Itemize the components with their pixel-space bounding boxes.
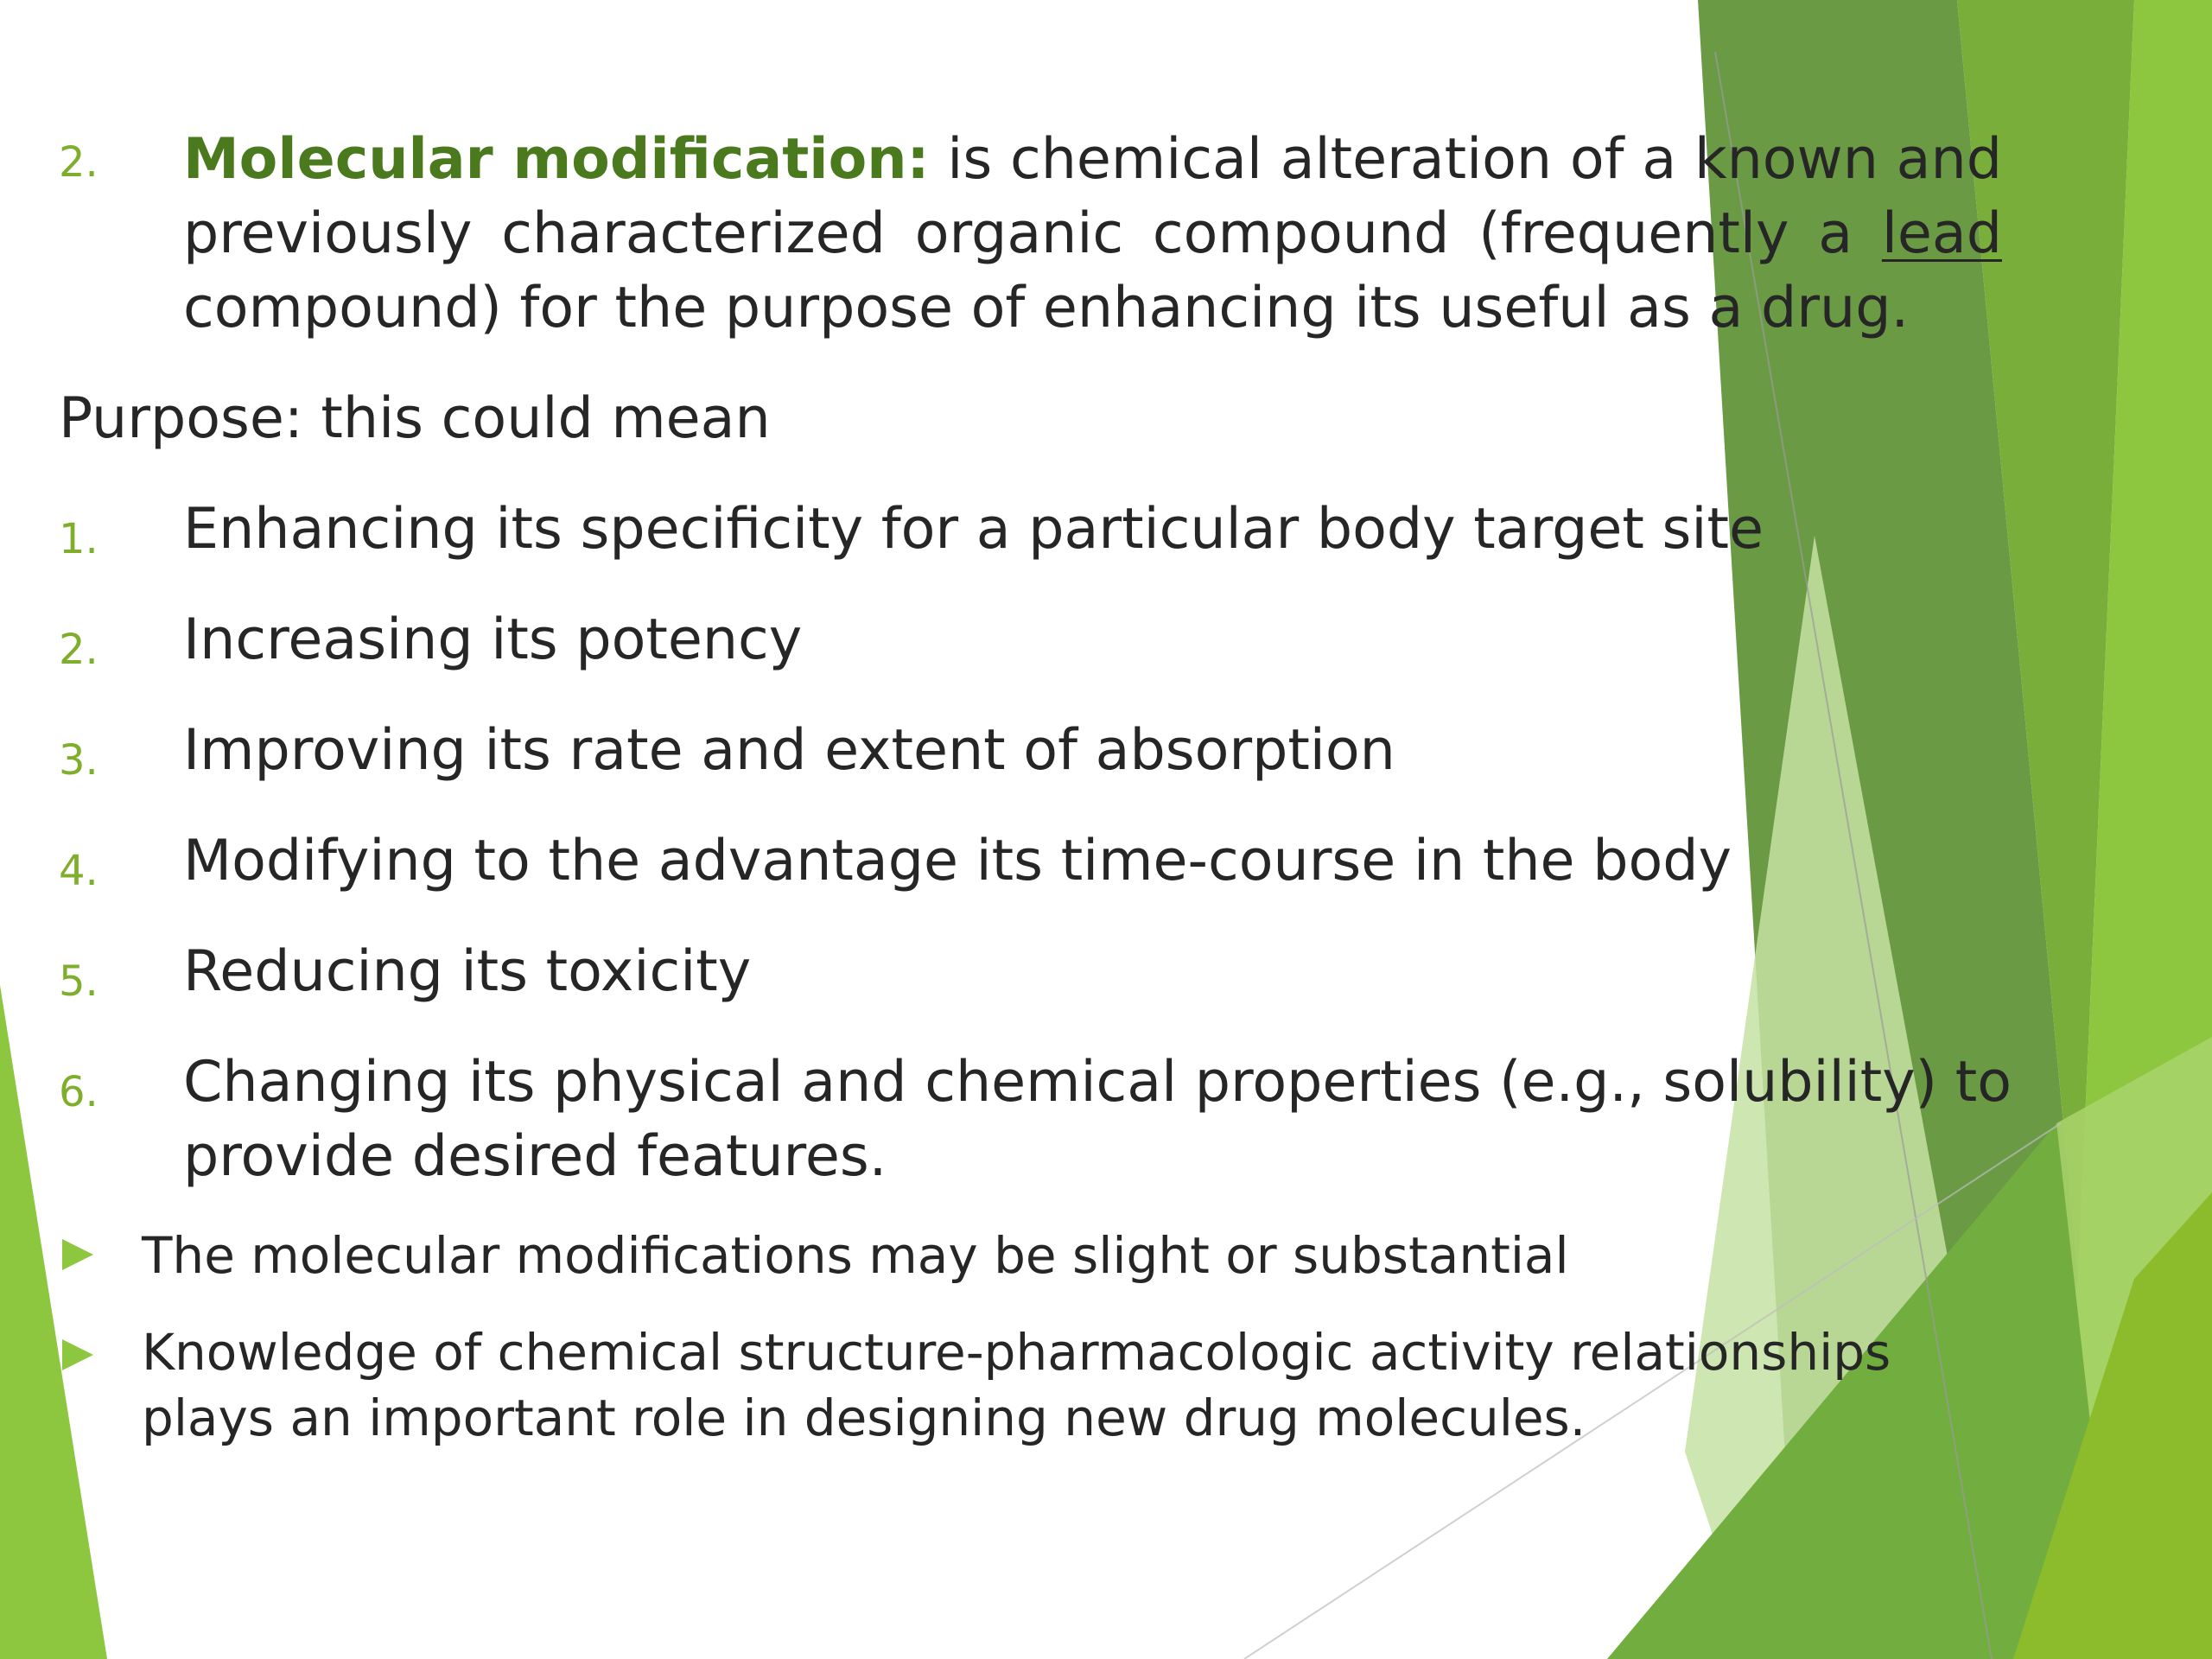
purpose-number-5: 5. — [59, 957, 99, 1006]
purpose-number-6: 6. — [59, 1068, 99, 1116]
purpose-item-4: Modifying to the advantage its time-course in the body — [183, 829, 1732, 893]
purpose-number-4: 4. — [59, 847, 99, 895]
definition-line-1-rest: is chemical alteration of a known and — [947, 127, 2002, 192]
purpose-number-3: 3. — [59, 736, 99, 785]
purpose-item-5: Reducing its toxicity — [183, 939, 752, 1004]
bullet-item-2-line-2: plays an important role in designing new drug molecules. — [142, 1389, 1586, 1447]
purpose-item-2: Increasing its potency — [183, 607, 803, 672]
lead-link[interactable]: lead — [1881, 201, 2002, 266]
purpose-item-1: Enhancing its specificity for a particular body target site — [183, 497, 1764, 562]
purpose-item-6-line-2: provide desired features. — [183, 1124, 887, 1189]
purpose-number-1: 1. — [59, 515, 99, 563]
purpose-heading: Purpose: this could mean — [59, 386, 771, 451]
definition-line-3: compound) for the purpose of enhancing its useful as a drug. — [183, 276, 1910, 340]
definition-line-2-text: previously characterized organic compound (frequently a — [183, 201, 1853, 266]
purpose-number-2: 2. — [59, 626, 99, 674]
triangle-bullet-icon — [62, 1339, 93, 1370]
bullet-item-1: The molecular modifications may be slight or substantial — [142, 1226, 1569, 1285]
definition-line-1 — [183, 127, 2002, 192]
definition-term: Molecular modification: — [183, 127, 930, 192]
purpose-item-6-line-1: Changing its physical and chemical properties (e.g., solubility) to — [183, 1050, 2012, 1115]
triangle-bullet-icon — [62, 1239, 93, 1270]
definition-line-2 — [183, 201, 2002, 266]
purpose-item-3: Improving its rate and extent of absorption — [183, 718, 1395, 783]
bullet-item-2-line-1: Knowledge of chemical structure-pharmacologic activity relationships — [142, 1323, 1891, 1382]
definition-number: 2. — [59, 138, 99, 187]
